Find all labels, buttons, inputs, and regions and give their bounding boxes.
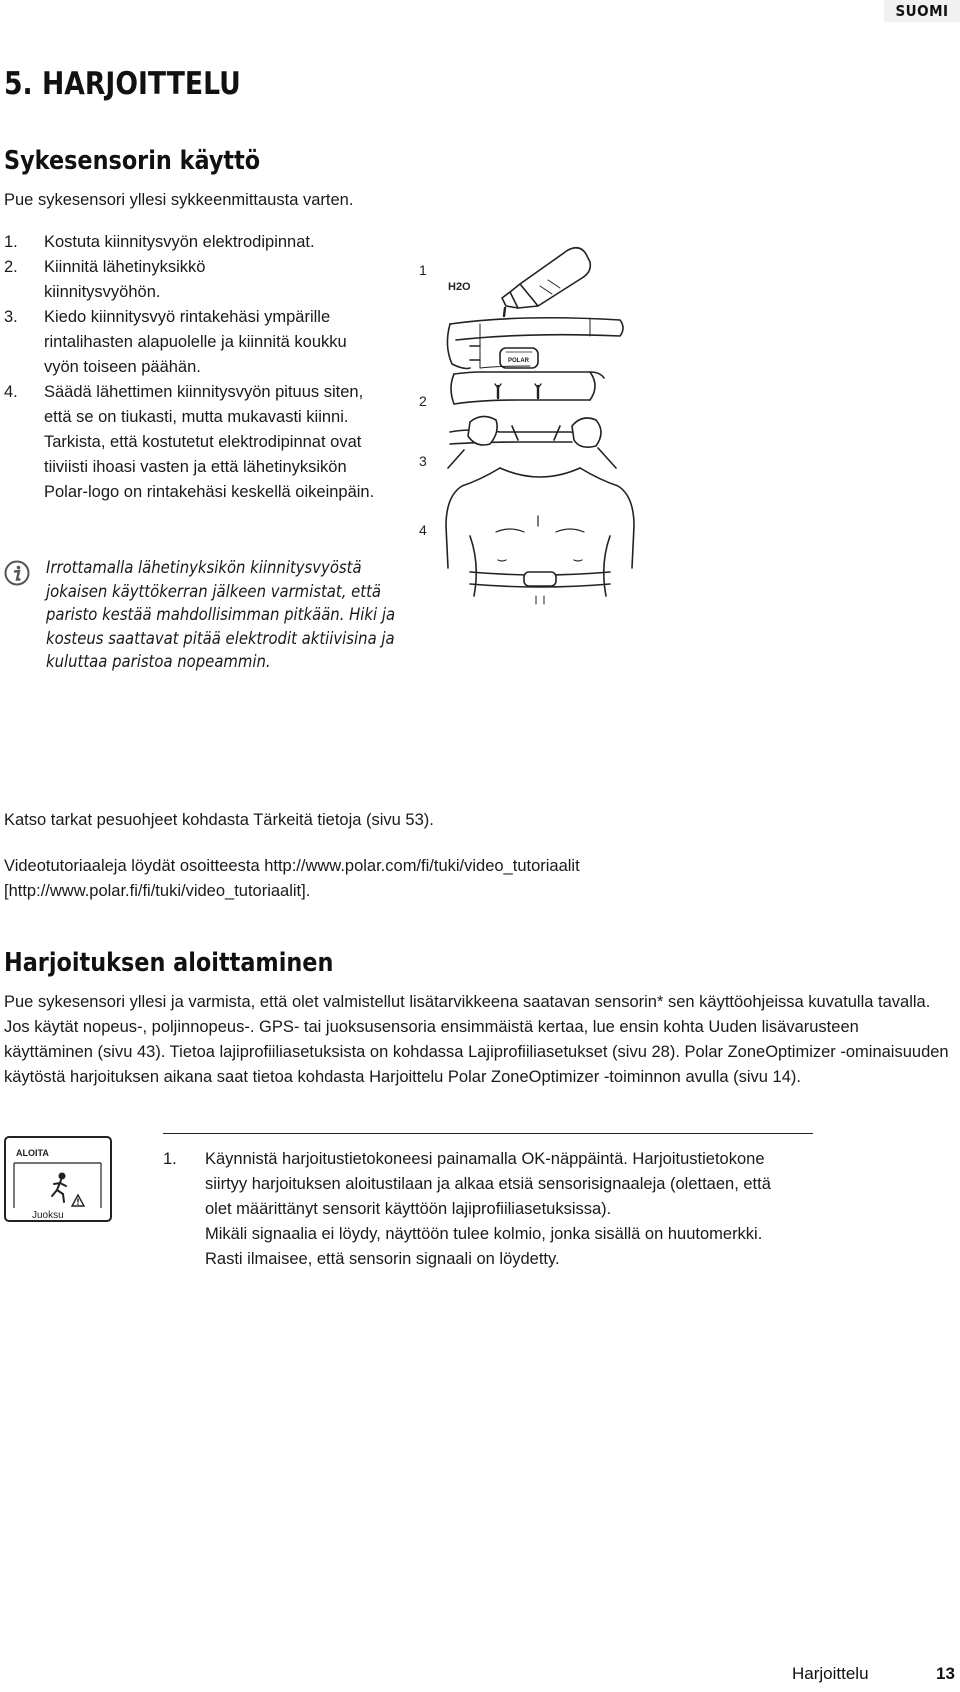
start-training-paragraph: Pue sykesensori yllesi ja varmista, että olet valmistellut lisätarvikkeena saatavan sensorin* sen käyttöohjeissa kuvatulla tavalla. Jos käytät nopeus-, poljinnopeus-. GPS- tai juoksusensoria ensimmäistä kertaa, lue ensin kohta Uuden lisävarusteen käyttäminen (sivu 43). Tietoa lajiprofiiliasetuksista on kohdassa Lajiprofiiliasetukset (sivu 28). Polar ZoneOptimizer -ominaisuuden käytöstä harjoituksen aikana saat tietoa kohdasta Harjoittelu Polar ZoneOptimizer -toiminnon avulla (sivu 14). [4, 993, 949, 1086]
footer-section-label: Harjoittelu [792, 1664, 869, 1683]
figure-label-2: 2 [419, 393, 427, 409]
figure-label-1: 1 [419, 262, 427, 278]
video-tutorials-line-1: Videotutoriaaleja löydät osoitteesta http://www.polar.com/fi/tuki/video_tutoriaalit [4, 857, 580, 875]
list-item: 2. Kiinnitä lähetinyksikkö kiinnitysvyöhön. [4, 258, 206, 301]
polar-logo-label: POLAR [508, 358, 529, 364]
step-number: 1. [163, 1150, 177, 1168]
language-tab: SUOMI [884, 0, 960, 22]
h2o-label: H2O [448, 281, 471, 293]
figure-label-4: 4 [419, 522, 427, 538]
list-item: 1. Kostuta kiinnitysvyön elektrodipinnat. [4, 233, 315, 251]
page-number: 13 [936, 1664, 955, 1683]
info-icon [4, 560, 30, 586]
sensor-steps-list [4, 230, 376, 505]
chapter-title: 5. HARJOITTELU [4, 66, 241, 102]
device-display-illustration [4, 1136, 116, 1226]
battery-note: Irrottamalla lähetinyksikön kiinnitysvyöstä jokaisen käyttökerran jälkeen varmistat, että paristo kestää mahdollisimman pitkään. Hiki ja kosteus saattavat pitää elektrodit aktiivisina ja kuluttaa paristoa nopeammin. [46, 558, 396, 671]
step-text: Käynnistä harjoitustietokoneesi painamalla OK-näppäintä. Harjoitustietokone siirtyy harjoituksen aloitustilaan ja alkaa etsiä sensorisignaaleja (olettaen, että olet määrittänyt sensorit käyttöön lajiprofiiliasetuksissa). [205, 1150, 771, 1218]
care-instructions: Katso tarkat pesuohjeet kohdasta Tärkeitä tietoja (sivu 53). [4, 811, 434, 829]
list-item: 3. Kiedo kiinnitysvyö rintakehäsi ympärille rintalihasten alapuolelle ja kiinnitä koukku vyön toiseen päähän. [4, 308, 347, 376]
section-intro: Pue sykesensori yllesi sykkeenmittausta varten. [4, 191, 354, 209]
start-step-1 [163, 1147, 773, 1272]
list-item: 4. Säädä lähettimen kiinnitysvyön pituus siten, että se on tiukasti, mutta mukavasti kiinni. Tarkista, että kostutetut elektrodipinnat ovat tiiviisti ihoasi vasten ja että lähetinyksikön Polar-logo on rintakehäsi keskellä oikeinpäin. [4, 383, 375, 501]
figure-label-3: 3 [419, 453, 427, 469]
display-sport: Juoksu [32, 1210, 64, 1221]
strap-illustration [440, 236, 640, 626]
step-text-2: Mikäli signaalia ei löydy, näyttöön tulee kolmio, jonka sisällä on huutomerkki. Rasti ilmaisee, että sensorin signaali on löydetty. [205, 1225, 763, 1268]
display-title: ALOITA [16, 1148, 49, 1158]
video-tutorials-line-2: [http://www.polar.fi/fi/tuki/video_tutoriaalit]. [4, 882, 311, 900]
divider-line [163, 1133, 813, 1134]
section-title-start-training: Harjoituksen aloittaminen [4, 948, 334, 978]
section-title-heart-sensor: Sykesensorin käyttö [4, 146, 261, 176]
